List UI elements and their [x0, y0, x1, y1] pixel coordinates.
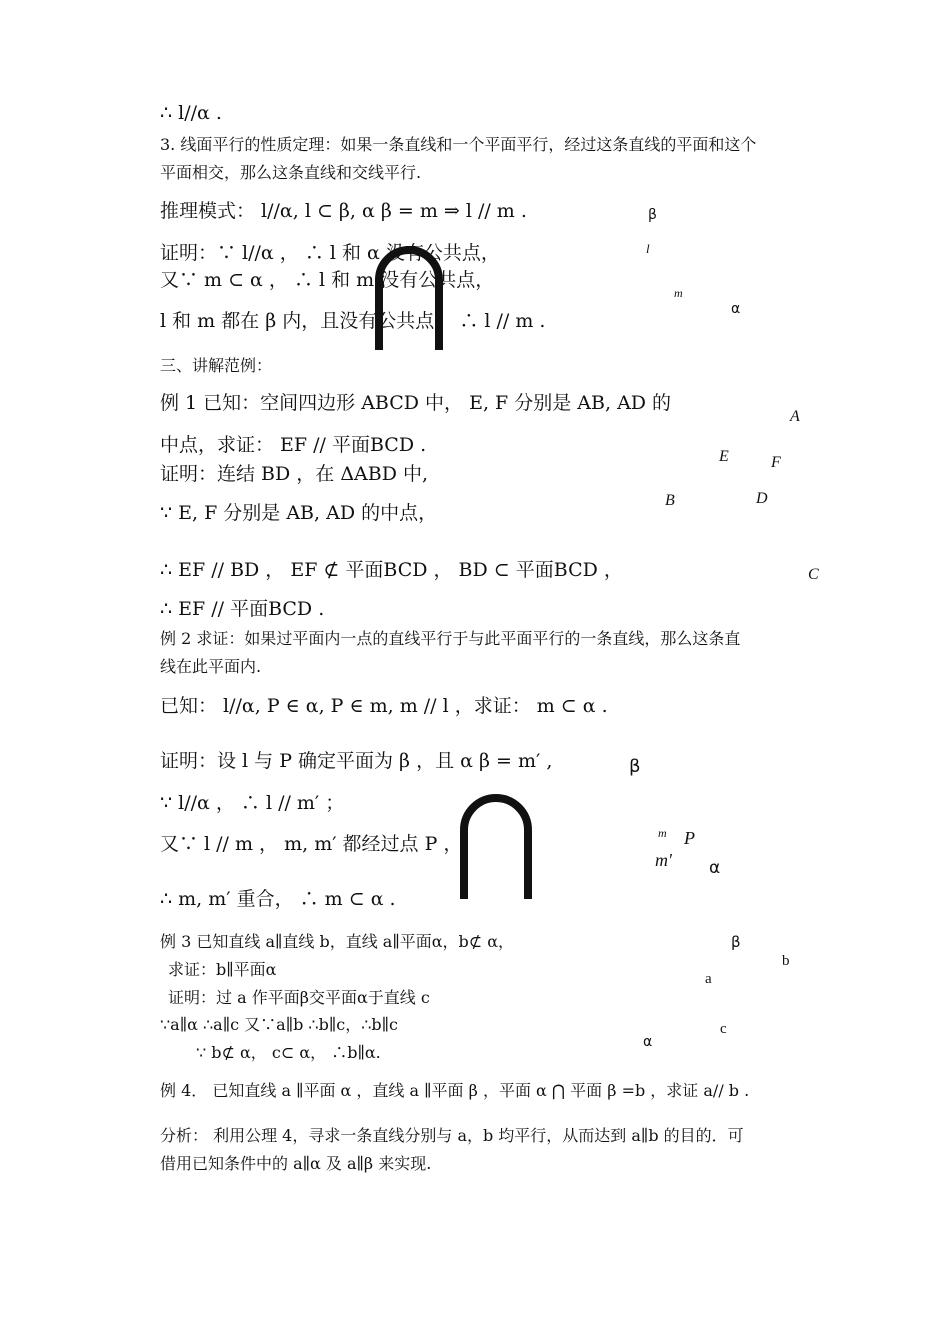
text-line: ∴ m, m′ 重合， ∴ m ⊂ α .: [160, 888, 396, 910]
figure-label: α: [709, 858, 721, 878]
text-line: 又∵ l // m ， m, m′ 都经过点 P ，: [160, 833, 463, 855]
figure-label: D: [756, 490, 768, 507]
figure-label: E: [719, 448, 729, 465]
text-line: 证明：连结 BD ，在 ΔABD 中,: [160, 463, 429, 485]
text-line: 已知： l//α, P ∈ α, P ∈ m, m // l ，求证： m ⊂ α .: [160, 695, 608, 717]
text-line: 证明：过 a 作平面β交平面α于直线 c: [168, 988, 430, 1007]
figure-label: c: [720, 1021, 727, 1037]
text-line: 证明：设 l 与 P 确定平面为 β ，且 α β = m′ ,: [160, 750, 553, 772]
figure-label: β: [731, 933, 741, 951]
text-line: 例 4． 已知直线 a ∥平面 α ，直线 a ∥平面 β ，平面 α ⋂ 平面 β =b ，求证 a// b .: [160, 1081, 750, 1100]
figure-label: P: [684, 828, 695, 848]
text-line: 例 1 已知：空间四边形 ABCD 中， E, F 分别是 AB, AD 的: [160, 392, 672, 414]
figure-label: m: [674, 286, 683, 300]
figure-label: α: [731, 301, 741, 317]
figure-label: F: [771, 454, 781, 471]
text-line: ∵ b⊄ α， c⊂ α， ∴b∥α.: [196, 1043, 381, 1062]
text-line: ∵ l//α ， ∴ l // m′ ；: [160, 792, 345, 814]
text-line: 推理模式： l//α, l ⊂ β, α β = m ⇒ l // m .: [160, 200, 527, 222]
figure-label: C: [808, 566, 819, 583]
figure-label: l: [646, 241, 650, 256]
intersection-symbol-large: [370, 242, 450, 352]
text-line: l 和 m 都在 β 内，且没有公共点， ∴ l // m .: [160, 310, 546, 332]
text-line: 例 2 求证：如果过平面内一点的直线平行于与此平面平行的一条直线，那么这条直: [160, 629, 741, 648]
text-line: ∴ l//α .: [160, 102, 222, 124]
figure-label: a: [705, 971, 712, 987]
text-line: ∴ EF // 平面BCD .: [160, 598, 325, 620]
text-line: 例 3 已知直线 a∥直线 b，直线 a∥平面α，b⊄ α，: [160, 932, 515, 951]
figure-label: β: [629, 756, 641, 777]
intersection-symbol-large: [456, 793, 536, 901]
section-heading: 三、讲解范例：: [160, 356, 273, 375]
text-line: 又∵ m ⊂ α ， ∴ l 和 m 没有公共点，: [160, 269, 495, 291]
figure-label: β: [648, 207, 657, 223]
text-line: 中点，求证： EF // 平面BCD .: [160, 434, 427, 456]
text-line: ∵ E, F 分别是 AB, AD 的中点，: [160, 502, 438, 524]
text-line: ∴ EF // BD ， EF ⊄ 平面BCD ， BD ⊂ 平面BCD ，: [160, 559, 623, 581]
figure-label: b: [782, 953, 790, 969]
text-line: 3. 线面平行的性质定理：如果一条直线和一个平面平行，经过这条直线的平面和这个: [160, 135, 757, 154]
figure-label: m′: [655, 850, 672, 870]
text-line: 分析： 利用公理 4，寻求一条直线分别与 a，b 均平行，从而达到 a∥b 的目的．可: [160, 1126, 744, 1145]
figure-label: m: [658, 826, 667, 840]
text-line: 求证：b∥平面α: [168, 960, 277, 979]
text-line: 线在此平面内.: [160, 657, 262, 676]
text-line: 证明：∵ l//α ， ∴ l 和 α 没有公共点，: [160, 242, 500, 264]
text-line: 平面相交，那么这条直线和交线平行.: [160, 163, 422, 182]
figure-label: α: [643, 1034, 653, 1050]
figure-label: A: [790, 408, 800, 425]
figure-label: B: [665, 492, 675, 509]
text-line: 借用已知条件中的 a∥α 及 a∥β 来实现.: [160, 1154, 432, 1173]
text-line: ∵a∥α ∴a∥c 又∵a∥b ∴b∥c，∴b∥c: [160, 1015, 398, 1034]
